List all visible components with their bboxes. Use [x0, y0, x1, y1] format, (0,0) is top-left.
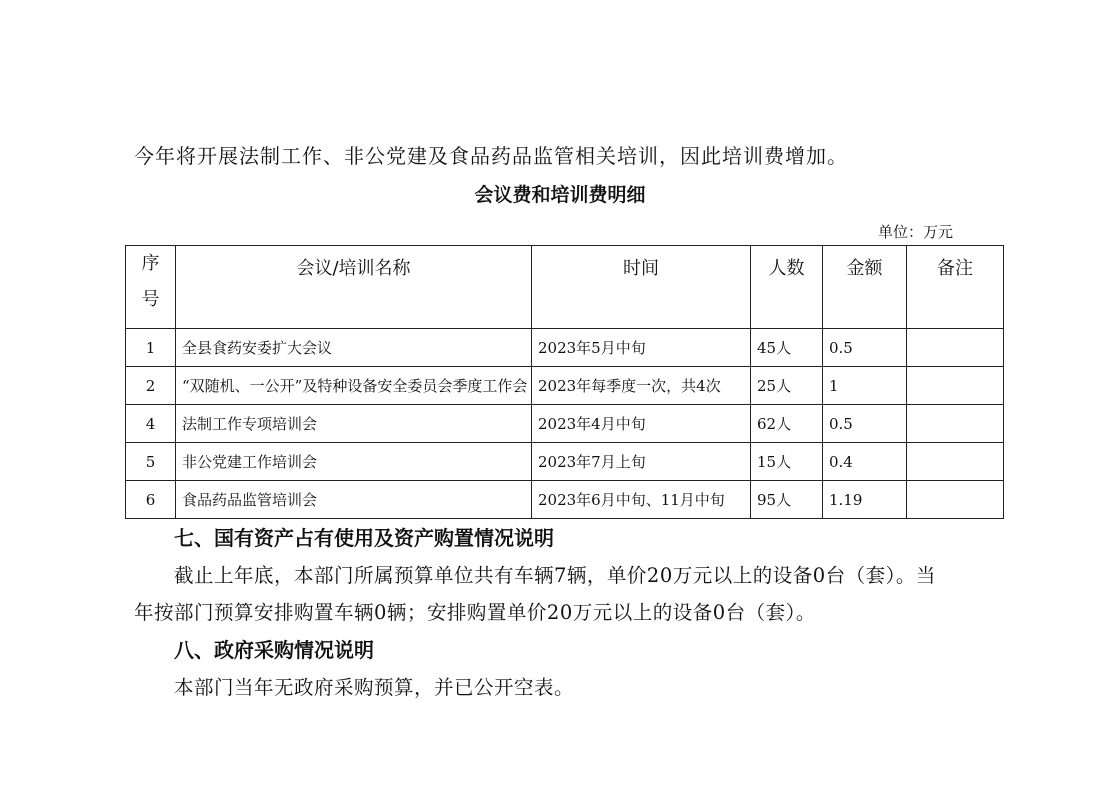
cell-name: 食品药品监管培训会 [176, 481, 532, 519]
header-seq [126, 246, 176, 329]
table-row [126, 481, 1004, 519]
cell-amount: 0.4 [823, 443, 907, 481]
cell-people: 62人 [751, 405, 823, 443]
cell-name: 非公党建工作培训会 [176, 443, 532, 481]
cell-name: “双随机、一公开”及特种设备安全委员会季度工作会 [176, 367, 532, 405]
cell-seq: 1 [126, 329, 176, 367]
table-header-row [126, 246, 1004, 329]
cell-seq: 4 [126, 405, 176, 443]
cell-seq: 5 [126, 443, 176, 481]
cell-seq: 2 [126, 367, 176, 405]
header-people: 人数 [751, 246, 823, 329]
table-title: 会议费和培训费明细 [474, 184, 646, 206]
section7-line1: 截止上年底，本部门所属预算单位共有车辆7辆，单价20万元以上的设备0台（套）。当 [174, 564, 936, 587]
cell-people: 25人 [751, 367, 823, 405]
cell-remark [907, 405, 1004, 443]
cell-name: 全县食药安委扩大会议 [176, 329, 532, 367]
cell-people: 45人 [751, 329, 823, 367]
table-row [126, 329, 1004, 367]
unit-label: 单位：万元 [878, 223, 954, 241]
cell-remark [907, 481, 1004, 519]
cell-people: 95人 [751, 481, 823, 519]
header-remark: 备注 [907, 246, 1004, 329]
section7-heading: 七、国有资产占有使用及资产购置情况说明 [174, 526, 554, 550]
cell-name: 法制工作专项培训会 [176, 405, 532, 443]
section8-heading: 八、政府采购情况说明 [174, 638, 374, 662]
cell-time: 2023年6月中旬、11月中旬 [532, 481, 751, 519]
meeting-training-fee-table [125, 245, 1004, 519]
intro-paragraph: 今年将开展法制工作、非公党建及食品药品监管相关培训，因此培训费增加。 [134, 144, 848, 168]
cell-time: 2023年4月中旬 [532, 405, 751, 443]
header-time: 时间 [532, 246, 751, 329]
cell-amount: 1 [823, 367, 907, 405]
cell-time: 2023年7月上旬 [532, 443, 751, 481]
header-name: 会议/培训名称 [176, 246, 532, 329]
cell-time: 2023年每季度一次，共4次 [532, 367, 751, 405]
cell-amount: 0.5 [823, 405, 907, 443]
cell-remark [907, 329, 1004, 367]
table-row [126, 405, 1004, 443]
cell-amount: 0.5 [823, 329, 907, 367]
section8-line1: 本部门当年无政府采购预算，并已公开空表。 [174, 676, 575, 699]
cell-remark [907, 367, 1004, 405]
cell-people: 15人 [751, 443, 823, 481]
header-seq-line1: 序 [141, 253, 160, 274]
cell-amount: 1.19 [823, 481, 907, 519]
cell-seq: 6 [126, 481, 176, 519]
header-amount: 金额 [823, 246, 907, 329]
cell-remark [907, 443, 1004, 481]
header-seq-line2: 号 [141, 289, 160, 310]
table-row [126, 443, 1004, 481]
section7-line2: 年按部门预算安排购置车辆0辆；安排购置单价20万元以上的设备0台（套）。 [134, 601, 816, 624]
table-row [126, 367, 1004, 405]
cell-time: 2023年5月中旬 [532, 329, 751, 367]
